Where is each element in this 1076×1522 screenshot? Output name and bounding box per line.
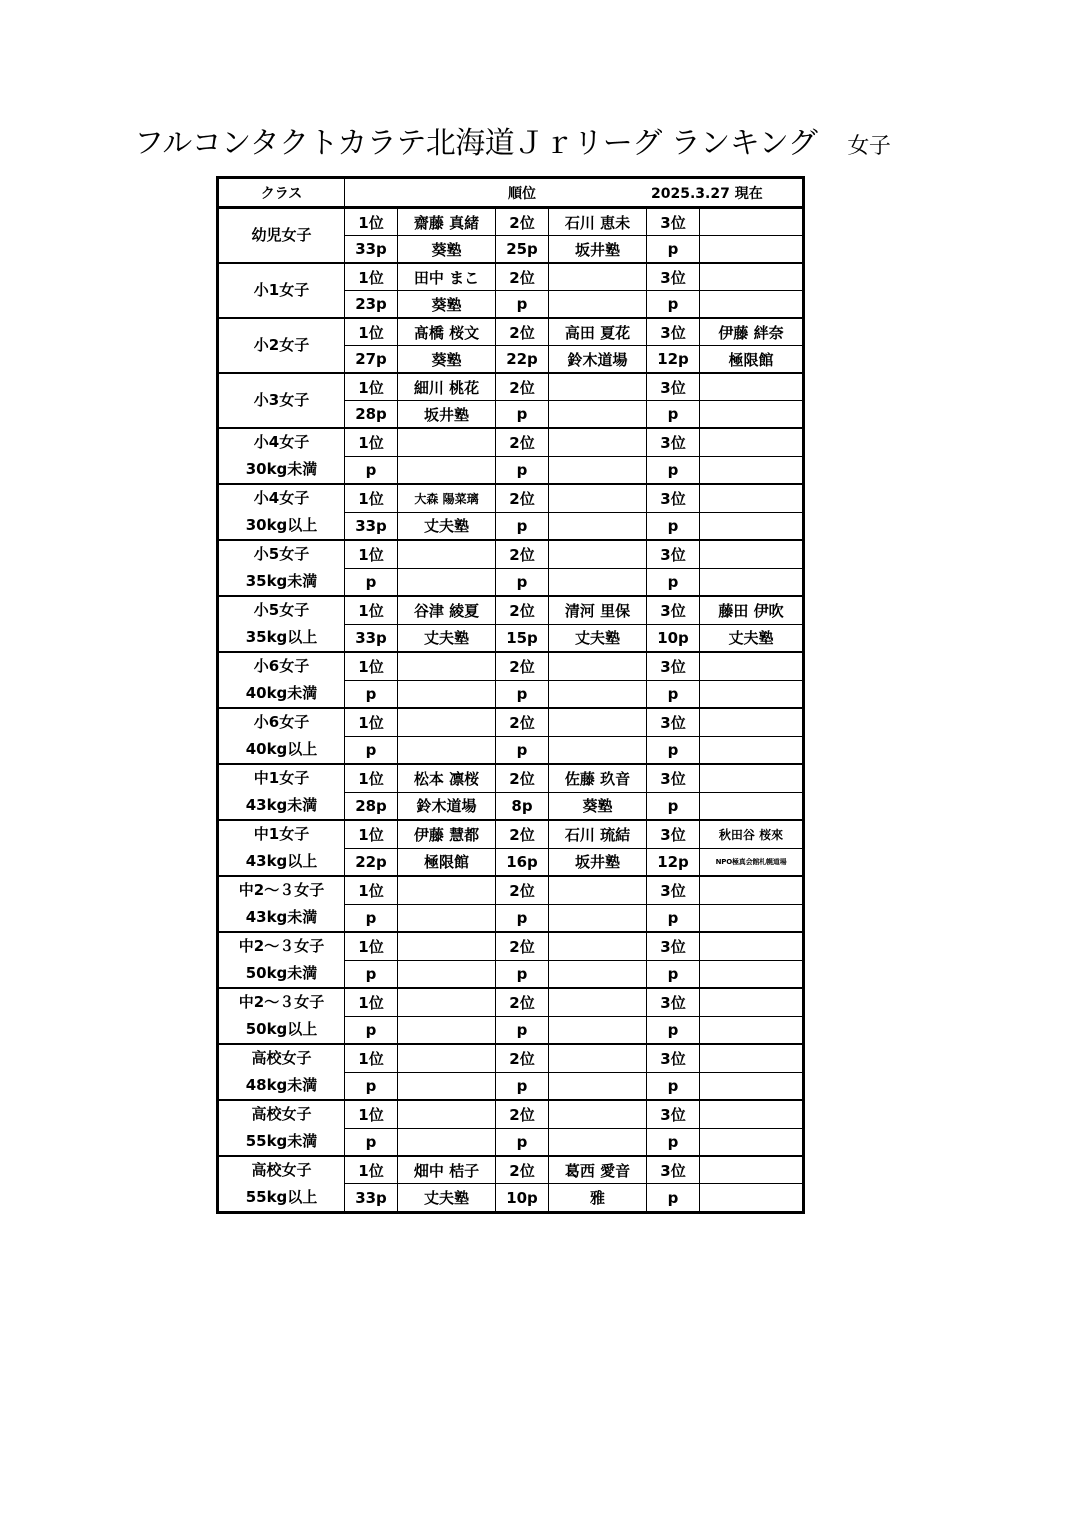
rank-3-name [700,263,804,291]
class-cell [218,484,345,540]
rank-2-points: p [496,456,549,484]
class-cell [218,263,345,318]
class-weight: 43kg未満 [245,908,318,926]
class-name: 小4女子 [253,433,310,451]
rank-1-label: 1位 [345,373,398,401]
rank-2-dojo: 坂井塾 [549,236,647,264]
class-cell [218,428,345,484]
rank-3-name [700,373,804,401]
table-row [218,1100,804,1128]
table-body [218,208,804,1213]
rank-3-name: 秋田谷 桜來 [700,820,804,848]
rank-1-points: p [345,960,398,988]
table-row [218,373,804,401]
rank-1-name: 伊藤 慧都 [398,820,496,848]
rank-3-points: p [647,456,700,484]
class-weight: 35kg未満 [245,572,318,590]
table-row [218,596,804,624]
rank-3-points: p [647,291,700,319]
class-cell [218,208,345,264]
rank-3-label: 3位 [647,1156,700,1184]
rank-3-dojo [700,904,804,932]
rank-2-name [549,373,647,401]
rank-1-name: 髙橋 桜文 [398,318,496,346]
class-cell [218,1044,345,1100]
ranking-table [216,176,805,1214]
rank-1-label: 1位 [345,484,398,512]
rank-3-name [700,428,804,456]
rank-2-name: 清河 里保 [549,596,647,624]
rank-2-points: p [496,568,549,596]
rank-3-dojo [700,568,804,596]
rank-3-dojo [700,1128,804,1156]
rank-2-name [549,876,647,904]
header-class: クラス [218,178,345,208]
class-cell [218,373,345,428]
rank-2-label: 2位 [496,988,549,1016]
rank-3-points: 12p [647,848,700,876]
rank-1-name [398,652,496,680]
rank-2-points: p [496,904,549,932]
rank-3-name [700,652,804,680]
rank-3-label: 3位 [647,876,700,904]
rank-2-dojo: 坂井塾 [549,848,647,876]
class-name: 小2女子 [253,336,310,354]
rank-3-dojo: NPO極真会館札幌道場 [700,848,804,876]
rank-2-name: 高田 夏花 [549,318,647,346]
rank-2-label: 2位 [496,652,549,680]
rank-1-name: 田中 まこ [398,263,496,291]
rank-2-label: 2位 [496,373,549,401]
table-row [218,1044,804,1072]
rank-1-name: 齋藤 真緒 [398,208,496,236]
rank-3-label: 3位 [647,764,700,792]
rank-1-dojo: 葵塾 [398,291,496,319]
class-weight: 55kg未満 [245,1132,318,1150]
class-cell [218,876,345,932]
rank-1-dojo: 坂井塾 [398,401,496,429]
class-weight: 55kg以上 [245,1188,318,1206]
rank-1-dojo [398,1016,496,1044]
rank-1-name [398,540,496,568]
rank-1-dojo: 葵塾 [398,236,496,264]
rank-3-label: 3位 [647,484,700,512]
rank-1-points: p [345,1072,398,1100]
class-cell [218,764,345,820]
rank-2-label: 2位 [496,1044,549,1072]
rank-2-dojo [549,456,647,484]
rank-3-points: p [647,1128,700,1156]
rank-3-dojo [700,960,804,988]
rank-3-dojo [700,792,804,820]
rank-1-label: 1位 [345,1100,398,1128]
rank-2-label: 2位 [496,1100,549,1128]
header-rank [345,178,804,208]
rank-3-name [700,708,804,736]
class-cell [218,1100,345,1156]
rank-1-dojo: 極限館 [398,848,496,876]
rank-1-dojo [398,960,496,988]
page-title [134,118,890,162]
rank-1-points: p [345,680,398,708]
rank-1-name: 細川 桃花 [398,373,496,401]
class-cell [218,820,345,876]
rank-1-name: 畑中 桔子 [398,1156,496,1184]
rank-1-name [398,708,496,736]
rank-1-name [398,1100,496,1128]
rank-1-name [398,876,496,904]
rank-3-name [700,1156,804,1184]
rank-3-points: p [647,960,700,988]
table-row [218,764,804,792]
rank-2-label: 2位 [496,540,549,568]
class-weight: 40kg未満 [245,684,318,702]
rank-2-dojo [549,736,647,764]
rank-2-points: p [496,960,549,988]
class-weight: 40kg以上 [245,740,318,758]
rank-2-label: 2位 [496,263,549,291]
rank-2-dojo: 丈夫塾 [549,624,647,652]
rank-3-label: 3位 [647,708,700,736]
rank-3-points: p [647,401,700,429]
class-name: 高校女子 [251,1161,312,1179]
rank-1-dojo: 丈夫塾 [398,624,496,652]
rank-3-label: 3位 [647,208,700,236]
rank-1-label: 1位 [345,932,398,960]
rank-2-dojo [549,1016,647,1044]
rank-3-label: 3位 [647,820,700,848]
class-cell [218,540,345,596]
rank-2-label: 2位 [496,708,549,736]
rank-2-name [549,428,647,456]
rank-2-name: 佐藤 玖音 [549,764,647,792]
rank-3-label: 3位 [647,373,700,401]
rank-3-dojo: 極限館 [700,346,804,374]
rank-1-label: 1位 [345,208,398,236]
class-weight: 30kg未満 [245,460,318,478]
rank-1-name [398,988,496,1016]
rank-3-points: p [647,568,700,596]
rank-1-points: p [345,736,398,764]
rank-2-label: 2位 [496,876,549,904]
rank-3-dojo [700,236,804,264]
table-row [218,263,804,291]
rank-2-label: 2位 [496,596,549,624]
rank-2-name [549,988,647,1016]
class-name: 高校女子 [251,1105,312,1123]
class-cell [218,932,345,988]
table-row [218,932,804,960]
class-cell [218,652,345,708]
rank-3-dojo [700,1016,804,1044]
rank-1-label: 1位 [345,428,398,456]
rank-3-points: p [647,1184,700,1213]
rank-3-label: 3位 [647,263,700,291]
rank-1-points: p [345,568,398,596]
rank-1-points: 27p [345,346,398,374]
rank-2-dojo [549,680,647,708]
rank-2-points: p [496,736,549,764]
rank-1-dojo [398,1128,496,1156]
rank-2-points: 16p [496,848,549,876]
rank-1-dojo: 丈夫塾 [398,512,496,540]
rank-2-label: 2位 [496,1156,549,1184]
table-row [218,208,804,236]
rank-1-points: 33p [345,1184,398,1213]
rank-1-label: 1位 [345,1156,398,1184]
rank-2-name [549,1100,647,1128]
rank-1-dojo [398,456,496,484]
class-weight: 43kg未満 [245,796,318,814]
table-row [218,540,804,568]
rank-3-points: p [647,1072,700,1100]
rank-1-name [398,932,496,960]
rank-2-label: 2位 [496,820,549,848]
class-name: 中2～３女子 [238,937,325,955]
rank-1-points: p [345,1016,398,1044]
rank-2-dojo [549,512,647,540]
class-cell [218,988,345,1044]
rank-3-points: 12p [647,346,700,374]
rank-1-points: 28p [345,401,398,429]
rank-2-label: 2位 [496,484,549,512]
table-row [218,652,804,680]
rank-1-dojo: 葵塾 [398,346,496,374]
rank-3-name [700,208,804,236]
header-rank-label: 順位 [508,186,536,202]
rank-3-name [700,1100,804,1128]
rank-3-points: p [647,736,700,764]
rank-1-points: 22p [345,848,398,876]
rank-3-name [700,1044,804,1072]
rank-1-points: 33p [345,512,398,540]
rank-3-points: p [647,1016,700,1044]
rank-1-label: 1位 [345,318,398,346]
rank-2-dojo [549,904,647,932]
class-cell [218,596,345,652]
rank-3-name [700,932,804,960]
class-cell [218,1156,345,1213]
rank-1-label: 1位 [345,988,398,1016]
rank-3-label: 3位 [647,596,700,624]
rank-2-points: p [496,1016,549,1044]
rank-3-dojo [700,512,804,540]
rank-3-points: p [647,904,700,932]
table-header-row [218,178,804,208]
rank-2-points: 22p [496,346,549,374]
rank-3-label: 3位 [647,932,700,960]
rank-2-points: 15p [496,624,549,652]
rank-3-name: 伊藤 絆奈 [700,318,804,346]
class-name: 小5女子 [253,601,310,619]
rank-2-dojo: 雅 [549,1184,647,1213]
rank-3-name [700,876,804,904]
rank-1-dojo [398,680,496,708]
class-name: 中1女子 [253,825,310,843]
rank-2-points: p [496,1072,549,1100]
rank-2-dojo [549,401,647,429]
rank-2-name [549,484,647,512]
rank-3-dojo [700,1072,804,1100]
class-name: 中2～３女子 [238,881,325,899]
rank-3-dojo: 丈夫塾 [700,624,804,652]
rank-1-name [398,1044,496,1072]
rank-1-label: 1位 [345,764,398,792]
rank-1-label: 1位 [345,652,398,680]
class-name: 中2～３女子 [238,993,325,1011]
rank-2-dojo: 鈴木道場 [549,346,647,374]
class-weight: 30kg以上 [245,516,318,534]
class-name: 高校女子 [251,1049,312,1067]
title-text: フルコンタクトカラテ北海道Ｊｒリーグ ランキング [134,126,818,161]
rank-3-label: 3位 [647,1044,700,1072]
rank-2-dojo [549,291,647,319]
class-weight: 50kg以上 [245,1020,318,1038]
rank-3-name [700,988,804,1016]
rank-1-dojo [398,1072,496,1100]
class-name: 小1女子 [253,281,310,299]
rank-1-points: 23p [345,291,398,319]
rank-2-dojo [549,960,647,988]
title-subtitle: 女子 [847,134,891,159]
rank-2-points: p [496,680,549,708]
rank-2-points: 25p [496,236,549,264]
table-row [218,708,804,736]
class-weight: 48kg未満 [245,1076,318,1094]
header-date: 2025.3.27 現在 [651,186,763,202]
rank-1-points: 33p [345,236,398,264]
rank-3-label: 3位 [647,988,700,1016]
class-weight: 35kg以上 [245,628,318,646]
rank-2-points: p [496,401,549,429]
rank-3-points: p [647,680,700,708]
rank-1-name: 大森 陽菜璃 [398,484,496,512]
rank-2-name [549,932,647,960]
rank-2-name [549,1044,647,1072]
table-row [218,484,804,512]
rank-2-dojo: 葵塾 [549,792,647,820]
rank-3-dojo [700,291,804,319]
rank-1-points: 33p [345,624,398,652]
rank-1-dojo [398,904,496,932]
class-cell [218,708,345,764]
table-row [218,428,804,456]
rank-3-name: 藤田 伊吹 [700,596,804,624]
rank-1-label: 1位 [345,708,398,736]
rank-2-label: 2位 [496,428,549,456]
rank-3-dojo [700,736,804,764]
rank-2-name: 石川 琉結 [549,820,647,848]
rank-1-dojo: 丈夫塾 [398,1184,496,1213]
rank-3-label: 3位 [647,540,700,568]
class-cell [218,318,345,373]
rank-2-dojo [549,1072,647,1100]
rank-1-name: 谷津 綾夏 [398,596,496,624]
class-name: 小6女子 [253,713,310,731]
rank-1-dojo [398,736,496,764]
table-row [218,876,804,904]
class-name: 幼児女子 [251,226,312,244]
rank-1-dojo: 鈴木道場 [398,792,496,820]
class-weight: 50kg未満 [245,964,318,982]
rank-3-points: p [647,792,700,820]
rank-3-dojo [700,401,804,429]
rank-1-points: p [345,456,398,484]
rank-2-name [549,540,647,568]
class-weight: 43kg以上 [245,852,318,870]
rank-2-points: 10p [496,1184,549,1213]
rank-3-name [700,484,804,512]
rank-1-points: p [345,904,398,932]
rank-3-dojo [700,680,804,708]
rank-2-label: 2位 [496,932,549,960]
rank-2-label: 2位 [496,208,549,236]
rank-2-name: 葛西 愛音 [549,1156,647,1184]
rank-3-label: 3位 [647,318,700,346]
class-name: 中1女子 [253,769,310,787]
rank-2-name [549,708,647,736]
rank-1-label: 1位 [345,540,398,568]
rank-3-name [700,764,804,792]
rank-2-name [549,263,647,291]
rank-2-points: p [496,512,549,540]
rank-1-label: 1位 [345,263,398,291]
rank-3-points: p [647,512,700,540]
rank-3-label: 3位 [647,1100,700,1128]
rank-3-dojo [700,456,804,484]
rank-1-label: 1位 [345,1044,398,1072]
rank-1-label: 1位 [345,820,398,848]
rank-2-label: 2位 [496,764,549,792]
rank-2-points: p [496,1128,549,1156]
class-name: 小5女子 [253,545,310,563]
table-row [218,820,804,848]
table-row [218,988,804,1016]
table-row [218,318,804,346]
rank-1-name: 松本 凛桜 [398,764,496,792]
rank-1-dojo [398,568,496,596]
class-name: 小3女子 [253,391,310,409]
rank-2-name: 石川 恵未 [549,208,647,236]
rank-2-points: 8p [496,792,549,820]
class-name: 小6女子 [253,657,310,675]
rank-3-points: p [647,236,700,264]
rank-3-label: 3位 [647,652,700,680]
rank-1-label: 1位 [345,876,398,904]
rank-3-name [700,540,804,568]
rank-2-label: 2位 [496,318,549,346]
class-name: 小4女子 [253,489,310,507]
rank-1-points: p [345,1128,398,1156]
rank-2-dojo [549,568,647,596]
rank-1-label: 1位 [345,596,398,624]
table-row [218,1156,804,1184]
rank-2-dojo [549,1128,647,1156]
rank-1-points: 28p [345,792,398,820]
rank-3-points: 10p [647,624,700,652]
rank-3-label: 3位 [647,428,700,456]
rank-1-name [398,428,496,456]
rank-2-points: p [496,291,549,319]
rank-3-dojo [700,1184,804,1213]
rank-2-name [549,652,647,680]
